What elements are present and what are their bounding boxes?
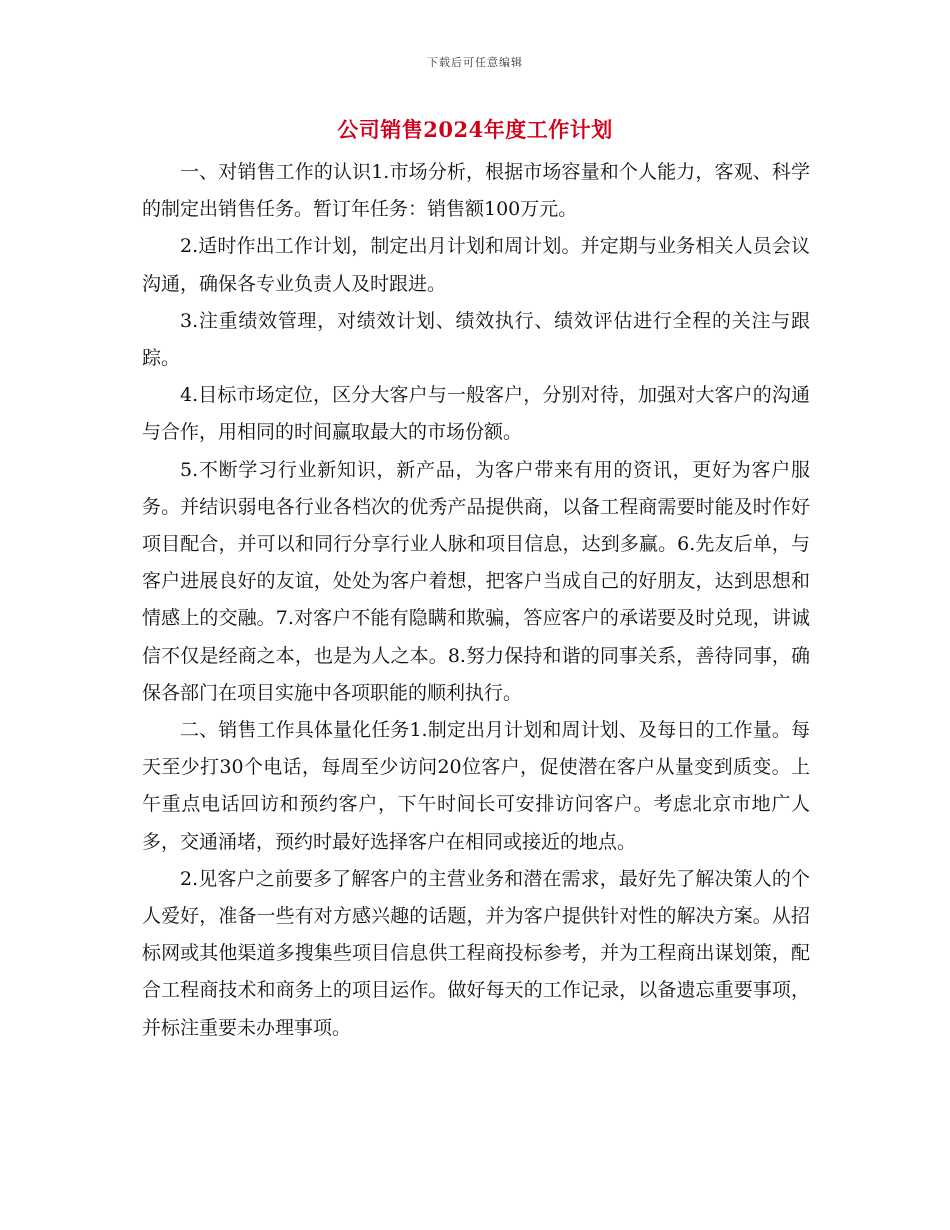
paragraph-performance-management: 3.注重绩效管理，对绩效计划、绩效执行、绩效评估进行全程的关注与跟踪。 xyxy=(142,309,810,370)
document-body xyxy=(142,154,810,1047)
paragraph-continuous-learning: 5.不断学习行业新知识，新产品，为客户带来有用的资讯，更好为客户服务。并结识弱电各行业各档次的优秀产品提供商，以备工程商需要时能及时作好项目配合，并可以和同行分享行业人脉和项目信息，达到多赢。6.先友后单，与客户进展良好的友谊，处处为客户着想，把客户当成自己的好朋友，达到思想和情感上的交融。7.对客户不能有隐瞒和欺骗，答应客户的承诺要及时兑现，讲诚信不仅是经商之本，也是为人之本。8.努力保持和谐的同事关系，善待同事，确保各部门在项目实施中各项职能的顺利执行。 xyxy=(142,458,810,704)
document-title: 公司销售2024年度工作计划 xyxy=(337,117,613,142)
header-note: 下载后可任意编辑 xyxy=(427,56,523,69)
paragraph-target-market: 4.目标市场定位，区分大客户与一般客户，分别对待，加强对大客户的沟通与合作，用相同的时间赢取最大的市场份额。 xyxy=(142,384,810,444)
paragraph-client-preparation: 2.见客户之前要多了解客户的主营业务和潜在需求，最好先了解决策人的个人爱好，准备一些有对方感兴趣的话题，并为客户提供针对性的解决方案。从招标网或其他渠道多搜集些项目信息供工程商投标参考，并为工程商出谋划策，配合工程商技术和商务上的项目运作。做好每天的工作记录，以备遗忘重要事项，并标注重要未办理事项。 xyxy=(142,867,810,1039)
paragraph-sales-understanding: 一、对销售工作的认识1.市场分析，根据市场容量和个人能力，客观、科学的制定出销售任务。暂订年任务：销售额100万元。 xyxy=(142,161,810,221)
paragraph-work-plan: 2.适时作出工作计划，制定出月计划和周计划。并定期与业务相关人员会议沟通，确保各专业负责人及时跟进。 xyxy=(142,235,810,295)
paragraph-quantified-tasks: 二、销售工作具体量化任务1.制定出月计划和周计划、及每日的工作量。每天至少打30个电话，每周至少访问20位客户，促使潜在客户从量变到质变。上午重点电话回访和预约客户，下午时间长可安排访问客户。考虑北京市地广人多，交通涌堵，预约时最好选择客户在相同或接近的地点。 xyxy=(142,719,810,853)
